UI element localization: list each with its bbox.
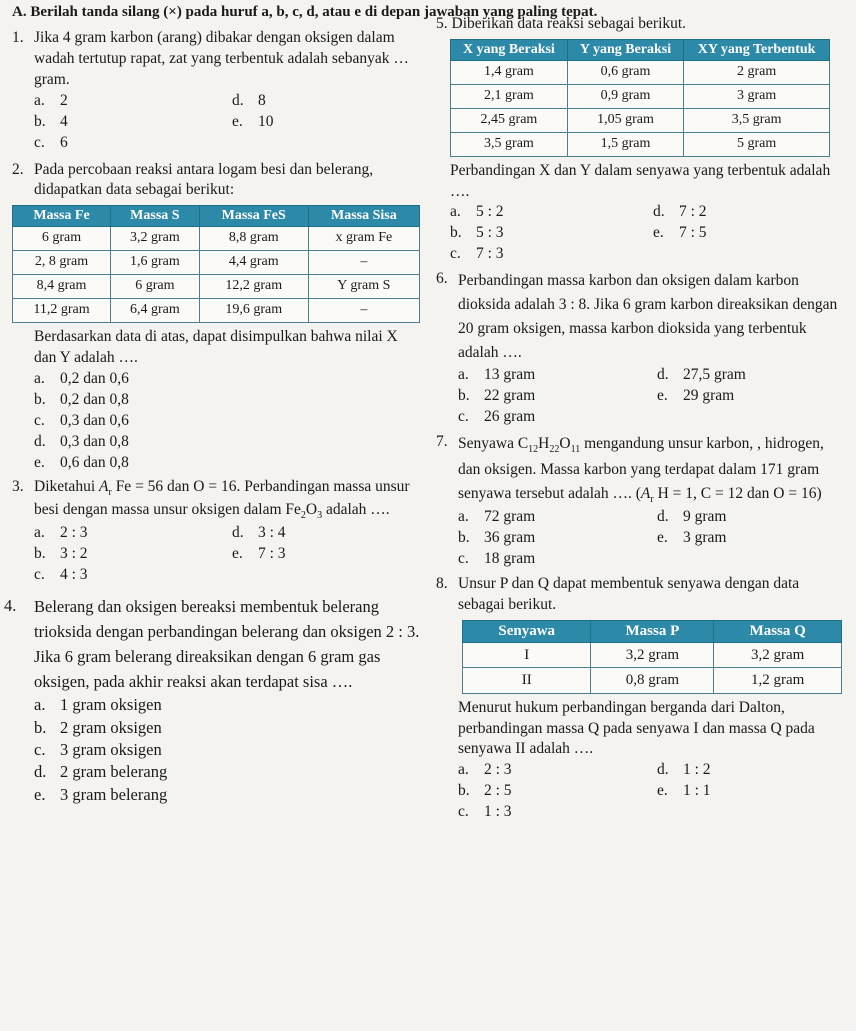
option-text: 13 gram: [484, 366, 536, 384]
option-letter: c.: [458, 408, 469, 426]
table-cell: 1,2 gram: [714, 668, 842, 693]
option-text: 36 gram: [484, 529, 536, 547]
option-letter: b.: [34, 390, 46, 408]
option-letter: d.: [232, 523, 244, 541]
question-5: [436, 14, 846, 35]
option-d[interactable]: [657, 365, 846, 386]
column-header: Massa S: [111, 206, 200, 227]
option-b[interactable]: [34, 112, 222, 133]
option-c[interactable]: [34, 739, 420, 761]
option-c[interactable]: [458, 802, 647, 823]
option-letter: d.: [657, 761, 669, 779]
option-b[interactable]: [458, 386, 647, 407]
table-header-row: [451, 39, 830, 60]
question-text: Senyawa $C_{12}H_{22}O_{11}$ mengandung unsur karbon, , hidrogen, dan oksigen. Massa karbon yang terdapat dalam 171 gram senyawa tersebut adalah …. ($A_r$ H = 1, C = 12 dan O = 16): [458, 435, 824, 505]
option-text: 3 : 2: [60, 544, 88, 562]
question-number: 7.: [436, 433, 448, 451]
option-text: 10: [258, 112, 274, 130]
table-cell: 1,05 gram: [567, 108, 683, 132]
question-text: Perbandingan massa karbon dan oksigen dalam karbon dioksida adalah 3 : 8. Jika 6 gram karbon direaksikan dengan 20 gram oksigen, massa karbon dioksida yang terbentuk adalah ….: [458, 272, 838, 362]
option-letter: c.: [458, 550, 469, 568]
question-text: Pada percobaan reaksi antara logam besi dan belerang, didapatkan data sebagai berikut:: [34, 160, 374, 199]
option-d[interactable]: [34, 432, 420, 453]
question-text: Belerang dan oksigen bereaksi membentuk belerang trioksida dengan perbandingan belerang dan oksigen 2 : 3. Jika 6 gram belerang direaksikan dengan 6 gram gas oksigen, pada akhir reaksi akan terdapat sisa ….: [34, 597, 420, 691]
options: [34, 369, 420, 474]
option-d[interactable]: [653, 202, 846, 223]
right-column: [436, 14, 846, 827]
option-e[interactable]: [657, 386, 846, 407]
option-text: 7 : 2: [679, 203, 707, 221]
option-text: 0,3 dan 0,6: [60, 411, 129, 429]
question-text: Perbandingan X dan Y dalam senyawa yang terbentuk adalah ….: [450, 161, 831, 200]
column-header: Y yang Beraksi: [567, 39, 683, 60]
question-4: [4, 595, 420, 805]
option-a[interactable]: [458, 507, 647, 528]
option-letter: b.: [458, 387, 470, 405]
question-text: Menurut hukum perbandingan berganda dari Dalton, perbandingan massa Q pada senyawa I dan massa Q pada senyawa II adalah ….: [458, 698, 815, 758]
table-row: [451, 84, 830, 108]
question-text: Unsur P dan Q dapat membentuk senyawa dengan data sebagai berikut.: [458, 574, 800, 613]
column-header: Massa Sisa: [308, 206, 419, 227]
option-letter: d.: [232, 91, 244, 109]
column-header: Senyawa: [463, 620, 591, 642]
option-letter: d.: [34, 432, 46, 450]
table-row: [13, 251, 420, 275]
option-text: 9 gram: [683, 508, 727, 526]
table-cell: 3,2 gram: [714, 643, 842, 668]
question-number: 5.: [436, 15, 448, 32]
option-text: 3 gram belerang: [60, 784, 168, 804]
option-letter: e.: [653, 224, 664, 242]
option-letter: b.: [458, 529, 470, 547]
question-number: 4.: [4, 596, 17, 616]
option-text: 0,3 dan 0,8: [60, 432, 129, 450]
option-letter: e.: [657, 387, 668, 405]
option-letter: a.: [458, 761, 469, 779]
option-e[interactable]: [34, 784, 420, 806]
option-letter: a.: [458, 366, 469, 384]
table-row: [13, 275, 420, 299]
option-letter: a.: [34, 91, 45, 109]
question-8: [436, 574, 846, 616]
table-cell: 3 gram: [684, 84, 830, 108]
option-text: 5 : 2: [476, 203, 504, 221]
question-number: 6.: [436, 270, 448, 288]
question-number: 8.: [436, 574, 448, 592]
option-text: 1 : 1: [683, 782, 711, 800]
question-3: [12, 477, 420, 585]
table-cell: II: [463, 668, 591, 693]
options: [34, 523, 420, 586]
question-text: Berdasarkan data di atas, dapat disimpulkan bahwa nilai X dan Y adalah ….: [34, 328, 398, 366]
table-cell: 6 gram: [111, 275, 200, 299]
table-cell: 6,4 gram: [111, 299, 200, 323]
option-text: 4 : 3: [60, 565, 88, 583]
fe-s-table: [12, 205, 420, 323]
option-text: 8: [258, 91, 266, 109]
option-text: 4: [60, 112, 68, 130]
question-8-continuation: [436, 698, 846, 824]
option-a[interactable]: [34, 369, 420, 390]
column-header: Massa FeS: [199, 206, 308, 227]
option-text: 1 : 3: [484, 803, 512, 821]
option-a[interactable]: [34, 91, 222, 112]
option-letter: d.: [653, 203, 665, 221]
question-6: [436, 269, 846, 428]
option-letter: a.: [34, 695, 46, 715]
option-letter: b.: [34, 544, 46, 562]
options: [34, 91, 420, 154]
options: [34, 694, 420, 805]
question-7: [436, 432, 846, 570]
table-cell: 0,9 gram: [567, 84, 683, 108]
option-a[interactable]: [458, 365, 647, 386]
table-cell: 1,5 gram: [567, 132, 683, 156]
option-letter: e.: [232, 112, 243, 130]
option-letter: b.: [34, 112, 46, 130]
option-b[interactable]: [34, 717, 420, 739]
question-1: [12, 28, 420, 154]
question-number: 2.: [12, 160, 24, 178]
option-d[interactable]: [657, 760, 846, 781]
question-5-continuation: [436, 161, 846, 266]
option-c[interactable]: [458, 549, 647, 570]
option-text: 1 gram oksigen: [60, 695, 162, 715]
option-letter: b.: [34, 717, 47, 737]
table-cell: 19,6 gram: [199, 299, 308, 323]
option-text: 18 gram: [484, 550, 536, 568]
option-a[interactable]: [458, 760, 647, 781]
option-text: 3 gram oksigen: [60, 739, 162, 759]
table-cell: 2, 8 gram: [13, 251, 111, 275]
option-text: 0,2 dan 0,8: [60, 390, 129, 408]
table-cell: 11,2 gram: [13, 299, 111, 323]
table-cell: 8,8 gram: [199, 227, 308, 251]
table-cell: 1,4 gram: [451, 61, 568, 85]
option-letter: d.: [34, 762, 47, 782]
table-cell: –: [308, 299, 419, 323]
option-text: 0,2 dan 0,6: [60, 369, 129, 387]
table-cell: I: [463, 643, 591, 668]
option-letter: c.: [450, 245, 461, 263]
option-text: 7 : 5: [679, 224, 707, 242]
table-cell: 2,1 gram: [451, 84, 568, 108]
option-letter: c.: [34, 411, 45, 429]
option-text: 2 : 5: [484, 782, 512, 800]
option-c[interactable]: [34, 565, 222, 586]
option-text: 7 : 3: [476, 245, 504, 263]
option-text: 6: [60, 133, 68, 151]
option-letter: b.: [458, 782, 470, 800]
question-2: [12, 160, 420, 202]
table-cell: 3,2 gram: [591, 643, 714, 668]
table-cell: 6 gram: [13, 227, 111, 251]
table-row: [463, 643, 842, 668]
option-b[interactable]: [450, 223, 643, 244]
option-letter: d.: [657, 508, 669, 526]
option-e[interactable]: [653, 223, 846, 244]
table-header-row: [13, 206, 420, 227]
option-b[interactable]: [34, 544, 222, 565]
column-header: Massa Q: [714, 620, 842, 642]
section-header: A. Berilah tanda silang (×) pada huruf a, b, c, d, atau e di depan jawaban yang paling tepat.: [12, 4, 598, 20]
option-e[interactable]: [34, 453, 420, 474]
table-header-row: [463, 620, 842, 642]
table-cell: x gram Fe: [308, 227, 419, 251]
option-e[interactable]: [232, 112, 420, 133]
option-text: 29 gram: [683, 387, 735, 405]
table-cell: 0,8 gram: [591, 668, 714, 693]
option-a[interactable]: [34, 694, 420, 716]
option-letter: e.: [657, 529, 668, 547]
table-cell: 3,5 gram: [684, 108, 830, 132]
options: [450, 202, 846, 265]
option-text: 1 : 2: [683, 761, 711, 779]
options: [458, 760, 846, 823]
option-text: 5 : 3: [476, 224, 504, 242]
table-row: [13, 299, 420, 323]
option-letter: a.: [450, 203, 461, 221]
column-header: X yang Beraksi: [451, 39, 568, 60]
question-2-continuation: [12, 327, 420, 473]
option-b[interactable]: [458, 528, 647, 549]
option-a[interactable]: [450, 202, 643, 223]
table-cell: 12,2 gram: [199, 275, 308, 299]
option-text: 0,6 dan 0,8: [60, 453, 129, 471]
option-text: 2: [60, 91, 68, 109]
option-c[interactable]: [450, 244, 643, 265]
table-cell: Y gram S: [308, 275, 419, 299]
column-header: Massa Fe: [13, 206, 111, 227]
option-letter: e.: [232, 544, 243, 562]
table-cell: 2,45 gram: [451, 108, 568, 132]
option-letter: c.: [34, 739, 46, 759]
table-row: [451, 132, 830, 156]
p-q-table: [462, 620, 842, 694]
xy-table: [450, 39, 830, 157]
option-a[interactable]: [34, 523, 222, 544]
left-column: [4, 28, 420, 810]
option-text: 7 : 3: [258, 544, 286, 562]
question-text: Diketahui $A_r$ Fe = 56 dan O = 16. Perbandingan massa unsur besi dengan massa unsur oksigen dalam $Fe_2O_3$ adalah ….: [34, 478, 410, 522]
option-text: 72 gram: [484, 508, 536, 526]
option-text: 27,5 gram: [683, 366, 746, 384]
table-cell: 0,6 gram: [567, 61, 683, 85]
option-d[interactable]: [232, 91, 420, 112]
option-text: 2 gram belerang: [60, 762, 168, 782]
option-text: 2 gram oksigen: [60, 717, 162, 737]
column-header: XY yang Terbentuk: [684, 39, 830, 60]
option-letter: a.: [458, 508, 469, 526]
option-e[interactable]: [232, 544, 420, 565]
column-header: Massa P: [591, 620, 714, 642]
options: [458, 507, 846, 570]
option-e[interactable]: [657, 781, 846, 802]
option-text: 3 gram: [683, 529, 727, 547]
option-letter: c.: [34, 133, 45, 151]
option-b[interactable]: [34, 390, 420, 411]
table-row: [463, 668, 842, 693]
option-d[interactable]: [232, 523, 420, 544]
table-cell: 3,2 gram: [111, 227, 200, 251]
table-row: [13, 227, 420, 251]
table-cell: 3,5 gram: [451, 132, 568, 156]
question-number: 1.: [12, 29, 24, 46]
option-b[interactable]: [458, 781, 647, 802]
option-text: 26 gram: [484, 408, 536, 426]
table-cell: 1,6 gram: [111, 251, 200, 275]
table-cell: 4,4 gram: [199, 251, 308, 275]
option-letter: c.: [34, 565, 45, 583]
option-text: 2 : 3: [484, 761, 512, 779]
table-cell: 8,4 gram: [13, 275, 111, 299]
option-c[interactable]: [34, 411, 420, 432]
table-cell: –: [308, 251, 419, 275]
option-letter: a.: [34, 523, 45, 541]
option-c[interactable]: [458, 407, 647, 428]
question-text: Diberikan data reaksi sebagai berikut.: [451, 15, 687, 32]
option-text: 3 : 4: [258, 523, 286, 541]
question-number: 3.: [12, 478, 24, 496]
option-d[interactable]: [34, 761, 420, 783]
option-c[interactable]: [34, 133, 222, 154]
option-letter: a.: [34, 369, 45, 387]
option-d[interactable]: [657, 507, 846, 528]
option-letter: c.: [458, 803, 469, 821]
option-e[interactable]: [657, 528, 846, 549]
option-letter: e.: [657, 782, 668, 800]
option-letter: b.: [450, 224, 462, 242]
table-row: [451, 108, 830, 132]
option-text: 2 : 3: [60, 523, 88, 541]
option-text: 22 gram: [484, 387, 536, 405]
option-letter: e.: [34, 784, 46, 804]
table-cell: 5 gram: [684, 132, 830, 156]
question-text: Jika 4 gram karbon (arang) dibakar dengan oksigen dalam wadah tertutup rapat, zat yang terbentuk adalah sebanyak … gram.: [34, 29, 409, 88]
options: [458, 365, 846, 428]
option-letter: d.: [657, 366, 669, 384]
option-letter: e.: [34, 453, 45, 471]
table-row: [451, 61, 830, 85]
table-cell: 2 gram: [684, 61, 830, 85]
